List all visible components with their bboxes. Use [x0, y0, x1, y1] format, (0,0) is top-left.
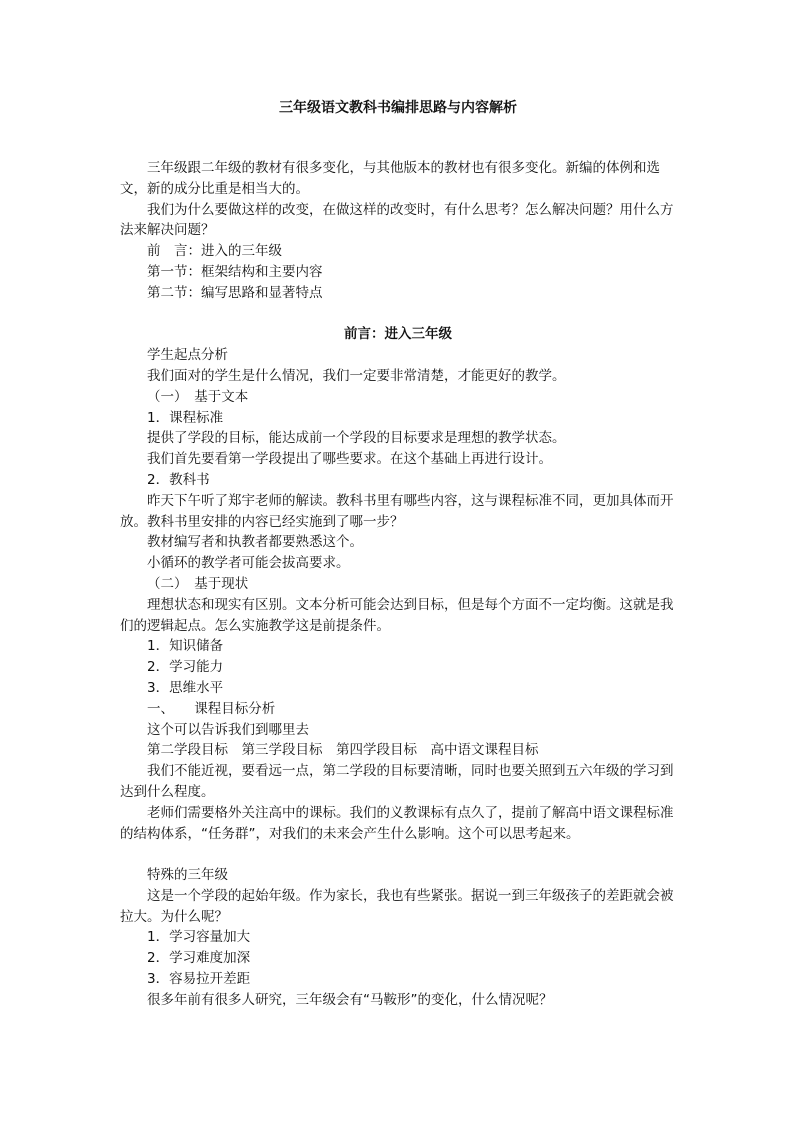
blank-line [120, 844, 676, 865]
paragraph: 学生起点分析 [147, 347, 228, 364]
paragraph: 第一节：框架结构和主要内容 [147, 263, 323, 280]
paragraph: （二） 基于现状 [147, 575, 249, 592]
paragraph: 我们为什么要做这样的改变，在做这样的改变时，有什么思考？怎么解决问题？用什么方法来解决问题？ [120, 201, 674, 239]
document-title: 三年级语文教科书编排思路与内容解析 [279, 100, 517, 116]
document-body [120, 158, 676, 1011]
section-heading: 前言：进入三年级 [344, 326, 452, 343]
paragraph: 第二学段目标 第三学段目标 第四学段目标 高中语文课程目标 [147, 742, 539, 759]
paragraph: 2．学习难度加深 [147, 950, 251, 967]
document-page [120, 98, 676, 1011]
paragraph: 1．学习容量加大 [147, 929, 251, 946]
paragraph: 很多年前有很多人研究，三年级会有“马鞍形”的变化，什么情况呢？ [147, 991, 553, 1008]
paragraph: 这个可以告诉我们到哪里去 [147, 721, 309, 738]
paragraph: 3．容易拉开差距 [147, 971, 251, 988]
paragraph: 小循环的教学者可能会拔高要求。 [147, 555, 350, 572]
blank-line [120, 304, 676, 325]
paragraph: 老师们需要格外关注高中的课标。我们的义教课标有点久了，提前了解高中语文课程标准的结构体系，“任务群”，对我们的未来会产生什么影响。这个可以思考起来。 [120, 804, 674, 842]
paragraph: 这是一个学段的起始年级。作为家长，我也有些紧张。据说一到三年级孩子的差距就会被拉大。为什么呢？ [120, 887, 674, 925]
paragraph: 3．思维水平 [147, 679, 224, 696]
paragraph: （一） 基于文本 [147, 388, 249, 405]
paragraph: 特殊的三年级 [147, 867, 228, 884]
paragraph: 我们首先要看第一学段提出了哪些要求。在这个基础上再进行设计。 [147, 451, 552, 468]
paragraph: 一、 课程目标分析 [147, 700, 276, 717]
paragraph: 理想状态和现实有区别。文本分析可能会达到目标，但是每个方面不一定均衡。这就是我们的逻辑起点。怎么实施教学这是前提条件。 [120, 596, 674, 634]
paragraph: 三年级跟二年级的教材有很多变化，与其他版本的教材也有很多变化。新编的体例和选文，新的成分比重是相当大的。 [120, 160, 660, 197]
paragraph: 1．知识储备 [147, 638, 224, 655]
paragraph: 第二节：编写思路和显著特点 [147, 284, 323, 301]
paragraph: 我们面对的学生是什么情况，我们一定要非常清楚，才能更好的教学。 [147, 367, 566, 384]
paragraph: 教材编写者和执教者都要熟悉这个。 [147, 534, 363, 551]
paragraph: 2．学习能力 [147, 659, 224, 676]
paragraph: 提供了学段的目标，能达成前一个学段的目标要求是理想的教学状态。 [147, 430, 566, 447]
paragraph: 1．课程标准 [147, 409, 224, 426]
paragraph: 2．教科书 [147, 471, 210, 488]
paragraph: 我们不能近视，要看远一点，第二学段的目标要清晰，同时也要关照到五六年级的学习到达到什么程度。 [120, 763, 674, 800]
paragraph: 前 言：进入的三年级 [147, 243, 282, 260]
paragraph: 昨天下午听了郑宇老师的解读。教科书里有哪些内容，这与课程标准不同，更加具体而开放。教科书里安排的内容已经实施到了哪一步？ [120, 492, 674, 530]
